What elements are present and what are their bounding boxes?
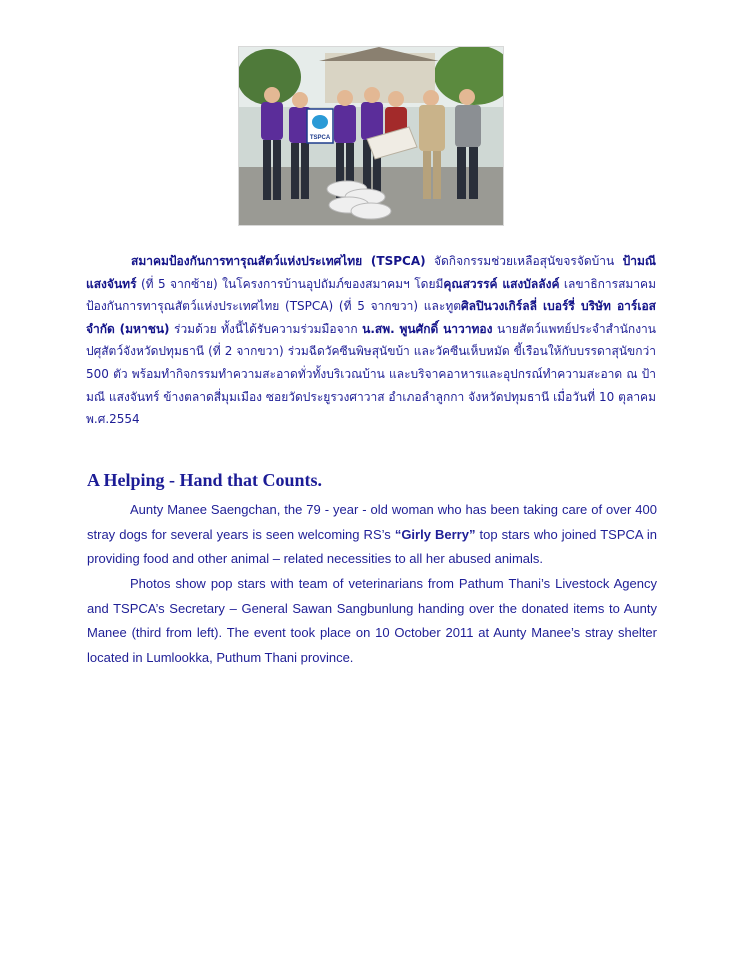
en-text: top stars who joined TSPCA in providing food and other animal – related necessities to all her abused animals.: [87, 526, 657, 566]
thai-org-name: สมาคมป้องกันการทารุณสัตว์แห่งประเทศไทย (TSPCA): [131, 254, 426, 268]
en-text: Aunty Manee Saengchan, the 79 - year - old woman who has been taking care of over 400 stray dogs for several years is seen welcoming RS’s: [87, 502, 657, 542]
thai-text: เลขาธิการสมาคมป้องกันการทารุณสัตว์แห่งประเทศไทย (TSPCA) (ที่ 5 จากขวา) และทูต: [86, 276, 656, 314]
thai-text: จัดกิจกรรมช่วยเหลือสุนัขจรจัดบ้าน: [425, 254, 623, 268]
thai-person-name: ป้ามณี แสงจันทร์: [86, 254, 656, 291]
thai-company-name: ศิลปินวงเกิร์ลลี่ เบอร์รี่ บริษัท อาร์เอส จำกัด (มหาชน): [86, 299, 656, 336]
thai-text: นายสัตว์แพทย์ประจำสำนักงานปศุสัตว์จังหวัดปทุมธานี (ที่ 2 จากขวา) ร่วมฉีดวัคซีนพิษสุนัขบ้า และวัคซีนเห็บหมัด ขี้เรือนให้กับบรรดาสุนัขกว่า 500 ตัว พร้อมทำกิจกรรมทำความสะอาดทั่วทั้งบริเวณบ้าน และบริจาคอาหารและอุปกรณ์ทำความสะอาด ณ ป้ามณี แสงจันทร์ ข้างตลาดสี่มุมเมือง ซอยวัดประยูรวงศาวาส อำเภอลำลูกกา จังหวัดปทุมธานี เมื่อวันที่ 10 ตุลาคม พ.ศ.2554: [86, 321, 657, 427]
sign-text: TSPCA: [309, 135, 331, 141]
article-heading: A Helping - Hand that Counts.: [87, 470, 323, 490]
thai-secretary-name: คุณสวรรค์ แสงบัลลังค์: [443, 276, 560, 291]
thai-vet-name: น.สพ. พูนศักดิ์ นาวาทอง: [362, 321, 493, 336]
band-name: “Girly Berry”: [394, 526, 476, 542]
event-photo: [238, 46, 504, 226]
thai-text: ร่วมด้วย ทั้งนี้ได้รับความร่วมมือจาก: [169, 321, 363, 336]
thai-text: (ที่ 5 จากซ้าย) ในโครงการบ้านอุปถัมภ์ของสมาคมฯ โดยมี: [136, 276, 444, 291]
english-paragraph-2: Photos show pop stars with team of veterinarians from Pathum Thani’s Livestock Agency and TSPCA’s Secretary – General Sawan Sangbunlung handing over the donated items to Aunty Manee (third from left). The event took place on 10 October 2011 at Aunty Manee’s stray shelter located in Lumlookka, Puthum Thani province.: [87, 576, 657, 665]
english-paragraph-1: [87, 498, 657, 572]
thai-paragraph: [86, 250, 656, 431]
